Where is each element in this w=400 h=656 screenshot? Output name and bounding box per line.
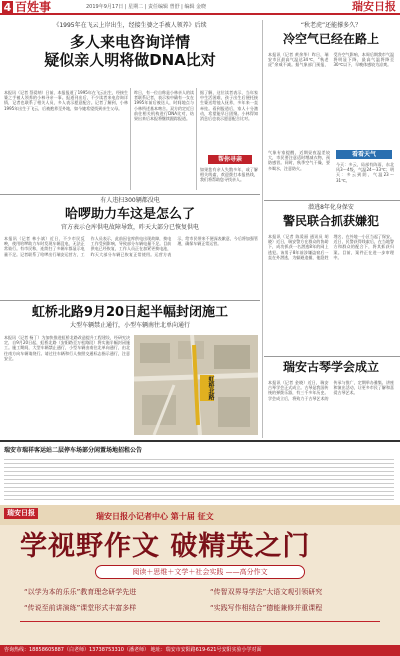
story1-body-b: 昨日，有一位自称是小林亲人的读者联系记者，表示家中确有一女在1995年前后被送人，时间地点与小林所述基本吻合。双方约定近日前往相关机构进行DNA比对，结果出来后本报将继续跟踪报道。 bbox=[134, 90, 194, 122]
story3-body: 本报讯（记者 林小斌）近日，不少市民反映，使用哈啰助力车时发现车辆没电，无法正常骑行。有市民称，连续扫了多辆车都显示电量不足。记者联系了哈啰出行瑞安运营方，工作人员表示，此前因仓库供电出现故障，换电工作受到影响，导致部分车辆电量不足。目前供电已经恢复，工作人员正在加紧更换电池，昨天大部分车辆已恢复正常使用。运营方表示，给市民带来不便深表歉意，今后将加强管理，确保车辆正常运营。 bbox=[4, 236, 258, 257]
divider bbox=[0, 300, 260, 301]
ad-divider bbox=[20, 621, 380, 622]
section-title: 百姓事 bbox=[15, 0, 52, 14]
road-map-photo bbox=[134, 335, 258, 435]
divider bbox=[264, 200, 400, 201]
ad-pill: 阅读＋思维＋文学＋社会实践 ——高分作文 bbox=[95, 565, 305, 579]
story5-headline[interactable]: 警民联合抓获嫌犯 bbox=[282, 214, 379, 228]
rental-notice bbox=[0, 440, 400, 502]
essay-class-ad[interactable] bbox=[0, 505, 400, 656]
notice-text-block bbox=[4, 456, 394, 500]
story2-body-a: 本报讯（记者 黄余华）昨日，瑞安市区最高气温达34℃，“秋老虎”余威不减。据气象部门预报，受冷空气影响，本周后期我市气温将明显下降，最高气温将降至30℃以下，早晚体感较为凉爽。 bbox=[268, 52, 394, 68]
story6-headline[interactable]: 瑞安古琴学会成立 bbox=[282, 360, 379, 374]
story2-headline[interactable]: 冷空气已经在路上 bbox=[282, 32, 379, 46]
story1-headline-2[interactable]: 疑似亲人明将做DNA比对 bbox=[44, 51, 216, 69]
story5-kicker: 潜逃8年化身保安 bbox=[308, 204, 354, 211]
story1-kicker: 《1995年在飞云上岸出生，经接生婆之手被人领养》后续 bbox=[53, 22, 207, 29]
story1-body-c: 据了解，这位读者表示，当年家中生活困难，孩子出生后便托接生婆送给他人抚养，多年来一直牵挂。看到报道后，家人十分激动，希望能早日团聚。小林得知消息后也表示愿意配合比对。 bbox=[200, 90, 258, 122]
weather-text: 今天：多云，局部有阵雨，东北风3～4级，气温24～33℃；明天：多云到阴，气温23～31℃。 bbox=[336, 162, 394, 183]
divider bbox=[0, 194, 260, 195]
ad-big-title: 学视野作文 破精英之门 bbox=[20, 531, 311, 562]
story3-kicker: 有人违扫300辆都没电 bbox=[100, 197, 160, 204]
ad-footer: 咨询热线：18858605887（白老师）13738753310（潘老师） 地址：瑞安市安阳路619-621号安阳实验小学对面 bbox=[0, 645, 400, 656]
map-road-label: 虹桥北路 bbox=[200, 375, 214, 401]
help-body: 如果您有亲人失散多年，或了解相关线索，欢迎拨打本报热线，我们将帮助您寻找亲人。 bbox=[200, 167, 258, 183]
ad-feature-3: “传说至前讲演练”课堂形式丰富多样 bbox=[24, 604, 137, 612]
page-number: 4 bbox=[3, 1, 12, 14]
story3-subheadline: 官方表示仓库供电故障导致，昨天大部分已恢复供电 bbox=[60, 224, 199, 231]
ad-slogan: 瑞安日报小记者中心 第十届 征文 bbox=[96, 512, 214, 521]
newspaper-logo: 瑞安日报 bbox=[352, 0, 396, 13]
ad-feature-2: “传智双界导学法”大语文观引领研究 bbox=[210, 588, 323, 596]
story2-kicker: “秋老虎”还能撑多久？ bbox=[300, 22, 362, 29]
story3-headline[interactable]: 哈啰助力车这是怎么了 bbox=[64, 207, 195, 222]
story6-body: 本报讯（记者 金晓）近日，瑞安古琴学会正式成立。古琴是我国传统的弹拨乐器，有三千多年历史。学会成立后，将致力于古琴艺术的传承与推广，定期举办雅集、讲座和演出活动，让更多市民了解和喜爱古琴艺术。 bbox=[268, 380, 394, 401]
story4-headline[interactable]: 虹桥北路9月20日起半幅封闭施工 bbox=[31, 305, 229, 320]
story4-subheadline: 大型车辆禁止通行，小型车辆南往北单向通行 bbox=[69, 322, 190, 329]
notice-title[interactable]: 瑞安市瑞祥客运站二层停车场部分闲置场地招租公告 bbox=[4, 447, 143, 454]
story5-body: 本报讯（记者 陈爱丽 通讯员 胡晓）近日，瑞安警方在群众的协助下，成功抓获一名潜逃8年的网上逃犯。该男子8年前涉嫌盗窃后一直在外潜逃，为躲避追捕，他隐姓埋名，在外地一小区当起了保安。近日，民警获得线索后，在当地警方和群众的配合下，将其抓获归案。目前，案件正在进一步审理中。 bbox=[268, 234, 394, 260]
issue-meta: 2019年9月17日 | 星期二 | 责任编辑 曾舒 | 编辑 金晓 bbox=[86, 4, 207, 10]
column-rule bbox=[130, 88, 131, 190]
ad-brand: 瑞安日报 bbox=[4, 508, 38, 519]
road-map-graphic bbox=[134, 335, 258, 435]
column-rule bbox=[262, 20, 263, 438]
story1-headline-1[interactable]: 多人来电咨询详情 bbox=[69, 33, 190, 51]
help-tag: 帮你寻亲 bbox=[208, 155, 252, 164]
ad-feature-4: “实践写作相结合”德能兼修并重课程 bbox=[210, 604, 323, 612]
column-rule bbox=[196, 88, 197, 190]
story1-body-a: 本报讯（记者 蔡爱纳）日前，本报报道了1995年在飞云出生，经接生婆之手被人领养的小林寻亲一事。报道刊出后，不少读者来电咨询详情，记者也联系了相关人员，多人表示愿意配合。记者了解到，小林1995年出生于飞云，后被抱养至外地，如今她希望找到亲生父母。 bbox=[4, 90, 128, 111]
story2-body-b: 气象专家提醒，近期昼夜温差较大，市民要注意适时增减衣物，预防感冒。同时，秋季空气干燥，要多喝水，注意防火。 bbox=[268, 150, 330, 171]
divider bbox=[264, 356, 400, 357]
story4-body: 本报讯（记者 杨丁）为加快推进虹桥北路改造提升工程建设，经研究决定，自9月20日起，虹桥北路（安阳路至万松路段）将实施半幅封闭施工。施工期间，大型车辆禁止通行，小型车辆由南往北单向通行，由北往南方向车辆请绕行。请过往车辆和行人按照交通标志指示通行，注意安全。 bbox=[4, 335, 130, 361]
ad-feature-1: “以学为本的乐乐”教育理念研学先进 bbox=[24, 588, 137, 596]
page-header bbox=[0, 0, 400, 15]
weather-tag: 看看天气 bbox=[336, 150, 392, 159]
